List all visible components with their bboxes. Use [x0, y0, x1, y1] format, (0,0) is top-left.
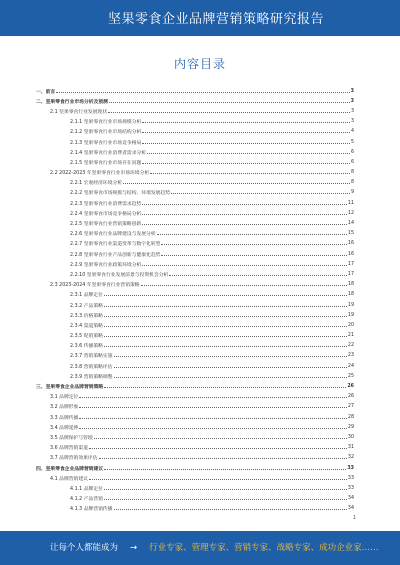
toc-entry-label: 4.1 品牌营销建议 [50, 476, 88, 482]
toc-entry-label: 2.3.4 渠道策略 [70, 323, 103, 329]
toc-entry-label: 2.2.2 坚果零食市场规模与结构、环境发展趋势 [70, 191, 171, 197]
toc-entry-label: 四、坚果零食企业品牌营销建议 [36, 466, 104, 472]
toc-entry-label: 2.2.9 坚果零食行业政策环境分析 [70, 262, 142, 268]
toc-entry[interactable] [36, 178, 354, 188]
toc-entry-page: 33 [347, 465, 354, 471]
toc-entry[interactable] [36, 463, 354, 473]
toc-entry[interactable] [36, 422, 354, 432]
toc-entry-page: 23 [347, 353, 354, 359]
toc-entry-page: 6 [350, 159, 354, 165]
toc-entry-page: 19 [347, 302, 354, 308]
toc-entry[interactable] [36, 371, 354, 381]
toc-leader-dots [56, 92, 349, 93]
toc-title: 内容目录 [173, 57, 226, 71]
toc-entry[interactable] [36, 402, 354, 412]
toc-entry[interactable] [36, 412, 354, 422]
toc-entry-page: 19 [347, 312, 354, 318]
toc-leader-dots [142, 224, 347, 225]
toc-entry-page: 20 [347, 322, 354, 328]
toc-entry-page: 34 [347, 506, 354, 512]
toc-leader-dots [104, 469, 346, 470]
footer-message-line: 让每个人都能成为 → 行业专家、管理专家、营销专家、战略专家、成功企业家…… [50, 543, 379, 553]
toc-entry-label: 2.1.4 坚果零食行业消费者需求分析 [70, 150, 147, 156]
toc-entry-label: 2.3 2023-2024 年坚果零食行业营销策略 [50, 283, 140, 289]
toc-leader-dots [89, 448, 347, 449]
toc-entry-label: 3.4 品牌延伸 [50, 425, 79, 431]
toc-leader-dots [114, 356, 347, 357]
toc-entry-label: 3.6 品牌营销渠道 [50, 446, 88, 452]
toc-entry-page: 15 [347, 231, 354, 237]
toc-entry[interactable] [36, 443, 354, 453]
table-of-contents [36, 86, 354, 514]
toc-entry-page: 5 [350, 139, 354, 145]
toc-entry-page: 16 [347, 241, 354, 247]
toc-entry-page: 28 [347, 414, 354, 420]
toc-entry-page: 18 [347, 292, 354, 298]
toc-leader-dots [157, 234, 347, 235]
toc-entry[interactable] [36, 137, 354, 147]
toc-entry[interactable] [36, 218, 354, 228]
toc-entry-page: 30 [347, 434, 354, 440]
toc-entry-page: 17 [347, 271, 354, 277]
toc-entry-label: 4.1.2 产品营销 [70, 497, 103, 503]
toc-leader-dots [104, 489, 347, 490]
toc-entry-label: 2.1.1 坚果零食行业市场规模分析 [70, 120, 142, 126]
toc-leader-dots [104, 387, 346, 388]
toc-entry-page: 33 [347, 485, 354, 491]
toc-entry-page: 16 [347, 251, 354, 257]
toc-entry-label: 2.2.7 坚果零食行业渠道变革与数字化转型 [70, 242, 161, 248]
toc-entry-label: 3.5 品牌保护与管理 [50, 435, 93, 441]
toc-entry[interactable] [36, 127, 354, 137]
toc-leader-dots [114, 377, 347, 378]
toc-entry-label: 2.3.6 传播策略 [70, 344, 103, 350]
toc-entry[interactable] [36, 483, 354, 493]
toc-leader-dots [142, 163, 350, 164]
toc-entry[interactable] [36, 453, 354, 463]
toc-entry[interactable] [36, 504, 354, 514]
toc-leader-dots [142, 204, 347, 205]
toc-entry-page: 9 [350, 190, 354, 196]
toc-entry[interactable] [36, 249, 354, 259]
toc-entry[interactable] [36, 157, 354, 167]
toc-leader-dots [79, 418, 347, 419]
toc-leader-dots [108, 112, 350, 113]
toc-entry-page: 26 [347, 394, 354, 400]
toc-entry-page: 11 [347, 200, 354, 206]
toc-entry-label: 2.3.7 营销策略实施 [70, 354, 113, 360]
toc-entry-page: 31 [347, 445, 354, 451]
toc-leader-dots [104, 326, 347, 327]
toc-entry-label: 2.2.3 坚果零食行业消费需求趋势 [70, 201, 142, 207]
toc-entry[interactable] [36, 259, 354, 269]
toc-leader-dots [142, 122, 350, 123]
toc-entry-label: 2.1 坚果零食行业发展现状 [50, 109, 108, 115]
toc-leader-dots [94, 438, 347, 439]
toc-entry-page: 14 [347, 221, 354, 227]
toc-leader-dots [150, 173, 350, 174]
toc-entry-page: 21 [347, 333, 354, 339]
toc-entry-label: 2.1.5 坚果零食行业市场存在问题 [70, 160, 142, 166]
toc-entry-page: 34 [347, 496, 354, 502]
toc-leader-dots [104, 295, 347, 296]
page-header-bar [0, 0, 400, 36]
toc-leader-dots [142, 132, 350, 133]
toc-entry[interactable] [36, 106, 354, 116]
toc-entry-label: 4.1.1 品牌定位 [70, 486, 103, 492]
toc-entry[interactable] [36, 229, 354, 239]
toc-entry[interactable] [36, 208, 354, 218]
toc-entry-page: 26 [347, 384, 354, 390]
toc-entry[interactable] [36, 280, 354, 290]
toc-leader-dots [123, 183, 350, 184]
toc-entry[interactable] [36, 86, 354, 96]
toc-entry[interactable] [36, 392, 354, 402]
toc-leader-dots [142, 214, 347, 215]
toc-entry-page: 8 [350, 170, 354, 176]
toc-leader-dots [147, 153, 350, 154]
toc-entry-page: 4 [350, 129, 354, 135]
toc-leader-dots [161, 255, 346, 256]
toc-entry-label: 2.2 2022-2023 年坚果零食行业市场环境分析 [50, 171, 150, 177]
toc-leader-dots [109, 102, 350, 103]
toc-leader-dots [169, 275, 347, 276]
toc-leader-dots [114, 509, 347, 510]
toc-entry-page: 33 [347, 475, 354, 481]
toc-entry-page: 17 [347, 261, 354, 267]
toc-entry[interactable] [36, 168, 354, 178]
toc-entry[interactable] [36, 361, 354, 371]
toc-entry-label: 三、坚果零食企业品牌营销策略 [36, 385, 104, 391]
toc-entry-label: 3.3 品牌传播 [50, 415, 79, 421]
toc-leader-dots [142, 265, 347, 266]
report-title: 坚果零食企业品牌营销策略研究报告 [108, 12, 325, 27]
toc-entry-label: 4.1.3 品牌营销传播 [70, 507, 113, 513]
toc-entry-label: 2.2.6 坚果零食行业品牌建设与发展分析 [70, 232, 156, 238]
toc-entry-label: 2.2.8 坚果零食行业产品创新与健康化趋势 [70, 252, 161, 258]
toc-leader-dots [104, 306, 347, 307]
toc-leader-dots [141, 285, 347, 286]
toc-leader-dots [104, 346, 347, 347]
toc-entry-page: 8 [350, 180, 354, 186]
toc-leader-dots [142, 143, 350, 144]
toc-entry-label: 2.3.1 品牌定位 [70, 293, 103, 299]
toc-entry[interactable] [36, 188, 354, 198]
toc-entry-page: 3 [350, 88, 354, 94]
toc-leader-dots [89, 479, 347, 480]
toc-entry-page: 3 [350, 119, 354, 125]
toc-entry[interactable] [36, 147, 354, 157]
page-footer-bar [0, 531, 400, 565]
toc-entry-page: 29 [347, 424, 354, 430]
toc-leader-dots [104, 336, 347, 337]
toc-leader-dots [79, 397, 347, 398]
toc-entry-label: 3.7 品牌营销效果评估 [50, 456, 98, 462]
toc-entry[interactable] [36, 473, 354, 483]
toc-entry-page: 24 [347, 363, 354, 369]
toc-entry-label: 2.2.4 坚果零食市场竞争格局分析 [70, 211, 142, 217]
toc-entry-page: 32 [347, 455, 354, 461]
toc-entry-page: 18 [347, 282, 354, 288]
toc-leader-dots [79, 407, 347, 408]
toc-entry[interactable] [36, 310, 354, 320]
toc-entry-label: 2.2.1 宏观经济环境分析 [70, 181, 123, 187]
toc-entry[interactable] [36, 117, 354, 127]
toc-leader-dots [99, 458, 347, 459]
toc-entry[interactable] [36, 300, 354, 310]
toc-entry-label: 2.2.10 坚果零食行业发展前景与投资机会分析 [70, 272, 169, 278]
toc-entry[interactable] [36, 351, 354, 361]
toc-entry-page: 3 [350, 108, 354, 114]
toc-entry[interactable] [36, 432, 354, 442]
toc-entry-page: 22 [347, 343, 354, 349]
toc-entry-label: 2.2.5 坚果零食行业营销策略创新 [70, 222, 142, 228]
toc-entry[interactable] [36, 320, 354, 330]
footer-roles: 行业专家、管理专家、营销专家、战略专家、成功企业家…… [149, 543, 379, 553]
toc-leader-dots [79, 428, 347, 429]
toc-entry-label: 3.2 品牌形象 [50, 405, 79, 411]
toc-entry-page: 6 [350, 149, 354, 155]
toc-entry[interactable] [36, 331, 354, 341]
toc-entry-page: 27 [347, 404, 354, 410]
toc-entry[interactable] [36, 269, 354, 279]
toc-entry[interactable] [36, 290, 354, 300]
toc-entry-label: 二、坚果零食行业市场分析及预测 [36, 99, 108, 105]
toc-entry[interactable] [36, 381, 354, 391]
toc-leader-dots [161, 244, 346, 245]
toc-entry-label: 2.1.3 坚果零食行业市场竞争格局 [70, 140, 142, 146]
toc-entry[interactable] [36, 198, 354, 208]
toc-entry-label: 2.3.5 促销策略 [70, 334, 103, 340]
toc-entry-label: 3.1 品牌定位 [50, 395, 79, 401]
toc-entry-label: 2.1.2 坚果零食行业市场结构分析 [70, 130, 142, 136]
toc-entry-label: 2.3.8 营销策略评估 [70, 364, 113, 370]
toc-entry[interactable] [36, 239, 354, 249]
toc-entry-page: 25 [347, 373, 354, 379]
toc-entry[interactable] [36, 494, 354, 504]
toc-leader-dots [114, 367, 347, 368]
page-number: 1 [352, 515, 356, 521]
toc-entry-page: 3 [350, 98, 354, 104]
toc-leader-dots [104, 316, 347, 317]
toc-entry-label: 2.3.3 价格策略 [70, 313, 103, 319]
toc-entry-page: 12 [347, 210, 354, 216]
toc-entry-label: 2.3.2 产品策略 [70, 303, 103, 309]
toc-leader-dots [104, 499, 347, 500]
toc-entry[interactable] [36, 341, 354, 351]
footer-message: 让每个人都能成为 [50, 543, 119, 553]
toc-entry[interactable] [36, 96, 354, 106]
toc-entry-label: 2.3.9 营销策略调整 [70, 374, 113, 380]
toc-entry-label: 一、前言 [36, 89, 56, 95]
toc-leader-dots [171, 193, 350, 194]
